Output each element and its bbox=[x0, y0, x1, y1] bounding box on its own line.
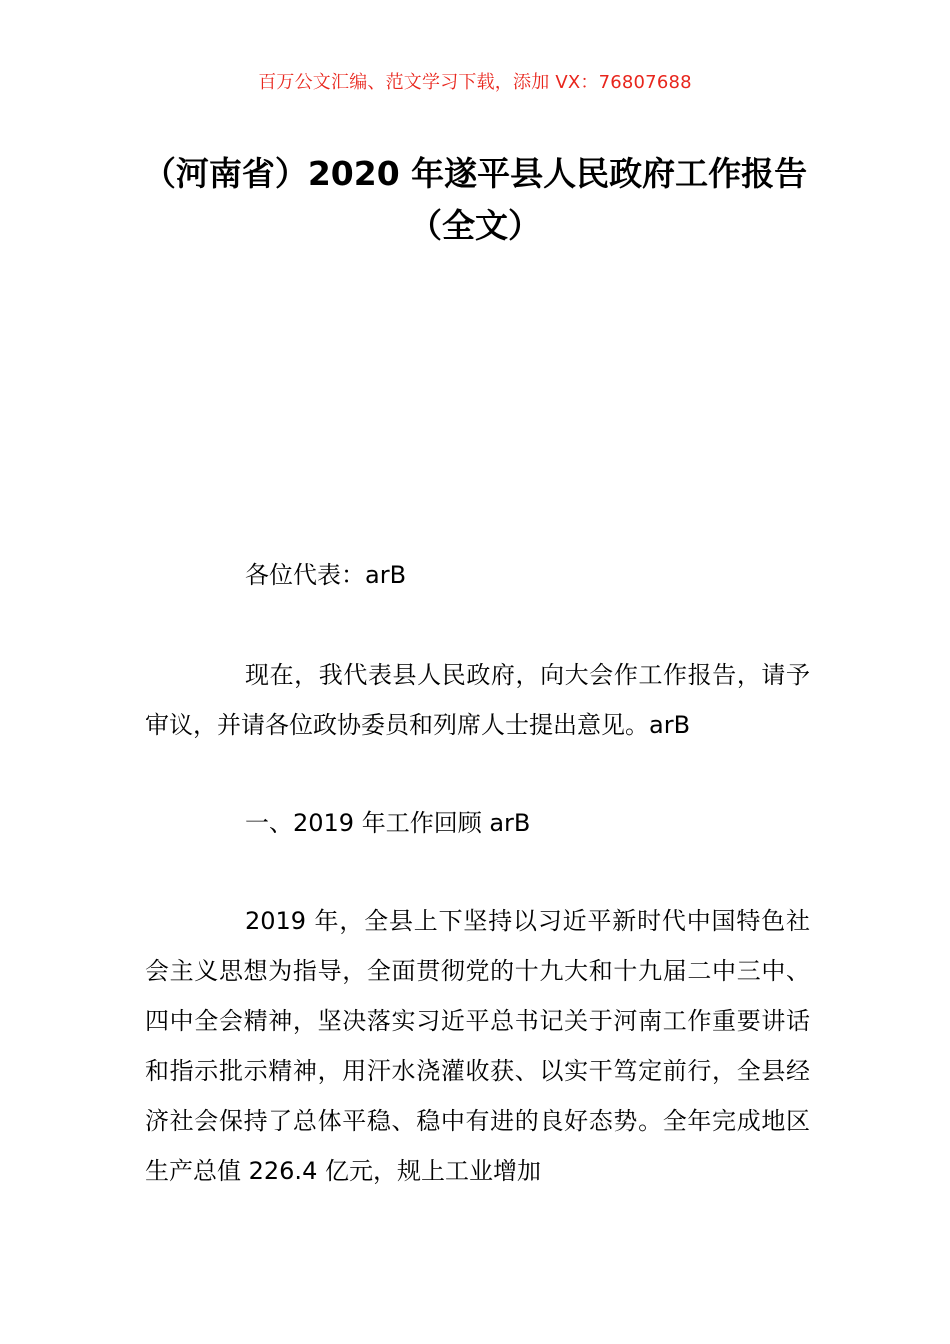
header-watermark-note: 百万公文汇编、范文学习下载，添加 VX：76807688 bbox=[258, 72, 692, 93]
review-paragraph: 2019 年，全县上下坚持以习近平新时代中国特色社会主义思想为指导，全面贯彻党的十九大和十九届二中三中、四中全会精神，坚决落实习近平总书记关于河南工作重要讲话和指示批示精神，用汗水浇灌收获、以实干笃定前行，全县经济社会保持了总体平稳、稳中有进的良好态势。全年完成地区生产总值 226.4 亿元，规上工业增加 bbox=[145, 907, 810, 1185]
section-heading: 一、2019 年工作回顾 arB bbox=[245, 809, 531, 837]
document-title: （河南省）2020 年遂平县人民政府工作报告（全文） bbox=[142, 154, 808, 245]
salutation: 各位代表：arB bbox=[245, 561, 407, 589]
intro-paragraph: 现在，我代表县人民政府，向大会作工作报告，请予审议，并请各位政协委员和列席人士提出意见。arB bbox=[145, 661, 810, 739]
